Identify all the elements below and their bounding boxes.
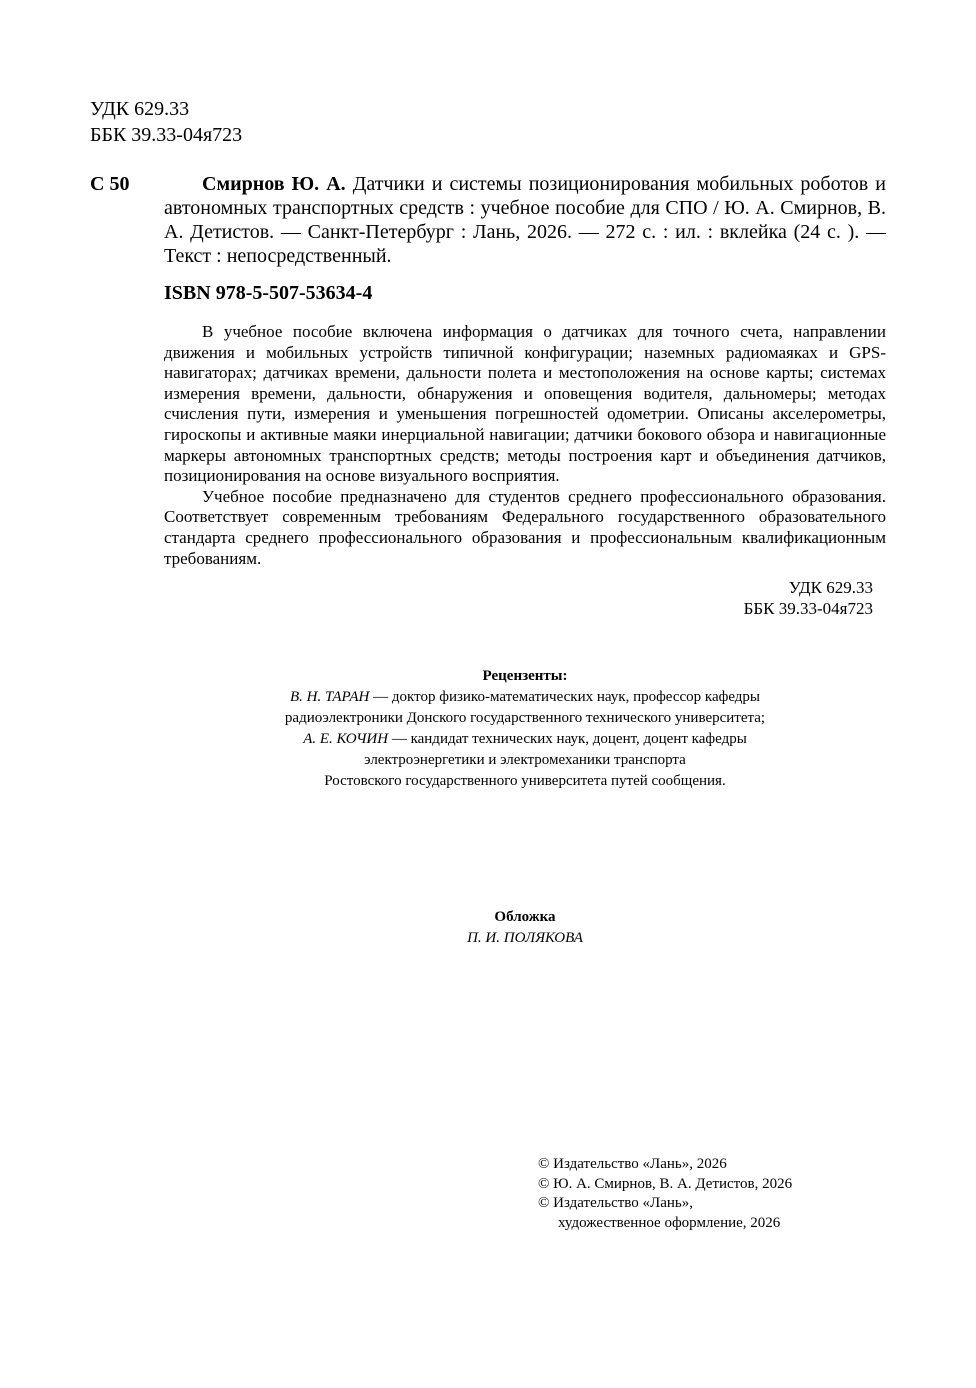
bbk-code: ББК 39.33-04я723 bbox=[90, 124, 243, 146]
reviewer-2-department: электроэнергетики и электромеханики транспорта bbox=[364, 752, 686, 768]
reviewer-2-name: А. Е. КОЧИН bbox=[303, 731, 389, 747]
reviewers-title: Рецензенты: bbox=[482, 668, 568, 684]
classification-footer bbox=[744, 577, 873, 619]
copyright-block bbox=[538, 1155, 792, 1233]
cover-credit bbox=[164, 907, 886, 949]
copyright-line: художественное оформление, 2026 bbox=[558, 1214, 781, 1231]
udk-code: УДК 629.33 bbox=[90, 98, 190, 120]
abstract-paragraph: Учебное пособие предназначено для студентов среднего профессионального образования. Соответствует современным требованиям Федерального государственного образовательного стандарта среднего профессионального образования и профессиональным квалификационным требованиям. bbox=[164, 486, 886, 568]
abstract-paragraph: В учебное пособие включена информация о датчиках для точного счета, направлении движения и мобильных устройств типичной конфигурации; наземных радиомаяках и GPS-навигаторах; датчиках времени, дальности полета и местоположения на основе карты; системах измерения времени, дальности, обнаружения и оповещения водителя, дальномеры; методах счисления пути, измерения и уменьшения погрешностей одометрии. Описаны акселерометры, гироскопы и активные маяки инерциальной навигации; датчики бокового обзора и навигационные маркеры автономных транспортных средств; методы построения карт и объединения датчиков, позиционирования на основе визуального восприятия. bbox=[164, 322, 886, 486]
book-description: Датчики и системы позиционирования мобильных роботов и автономных транспортных средств : учебное пособие для СПО / Ю. А. Смирнов, В. А. Детистов. — Санкт-Петербург : Лань, 2026. — 272 с. : ил. : вклейка (24 с. ). — Текст : непосредственный. bbox=[164, 173, 887, 267]
bibliographic-description bbox=[164, 172, 886, 268]
reviewers-block bbox=[164, 666, 886, 792]
isbn: ISBN 978-5-507-53634-4 bbox=[164, 282, 373, 304]
reviewer-2-affiliation: Ростовского государственного университета путей сообщения. bbox=[324, 773, 726, 789]
author-cipher: С 50 bbox=[90, 173, 130, 195]
reviewer-1 bbox=[164, 687, 886, 708]
classification-header bbox=[90, 96, 242, 148]
reviewer-1-affiliation: радиоэлектроники Донского государственного технического университета; bbox=[284, 710, 766, 726]
cover-title: Обложка bbox=[494, 909, 556, 925]
reviewer-1-name: В. Н. ТАРАН bbox=[289, 689, 370, 705]
udk-code: УДК 629.33 bbox=[788, 578, 873, 597]
reviewer-2-credentials: — кандидат технических наук, доцент, доцент кафедры bbox=[388, 731, 747, 747]
bbk-code: ББК 39.33-04я723 bbox=[743, 599, 873, 618]
author-name: Смирнов Ю. А. bbox=[202, 173, 346, 195]
copyright-line: © Издательство «Лань», bbox=[538, 1195, 693, 1211]
copyright-line: © Издательство «Лань», 2026 bbox=[538, 1156, 727, 1172]
reviewer-2 bbox=[164, 729, 886, 750]
copyright-line: © Ю. А. Смирнов, В. А. Детистов, 2026 bbox=[538, 1175, 793, 1192]
reviewer-1-credentials: — доктор физико-математических наук, профессор кафедры bbox=[369, 689, 761, 705]
cover-designer: П. И. ПОЛЯКОВА bbox=[467, 930, 583, 946]
abstract bbox=[164, 322, 886, 569]
